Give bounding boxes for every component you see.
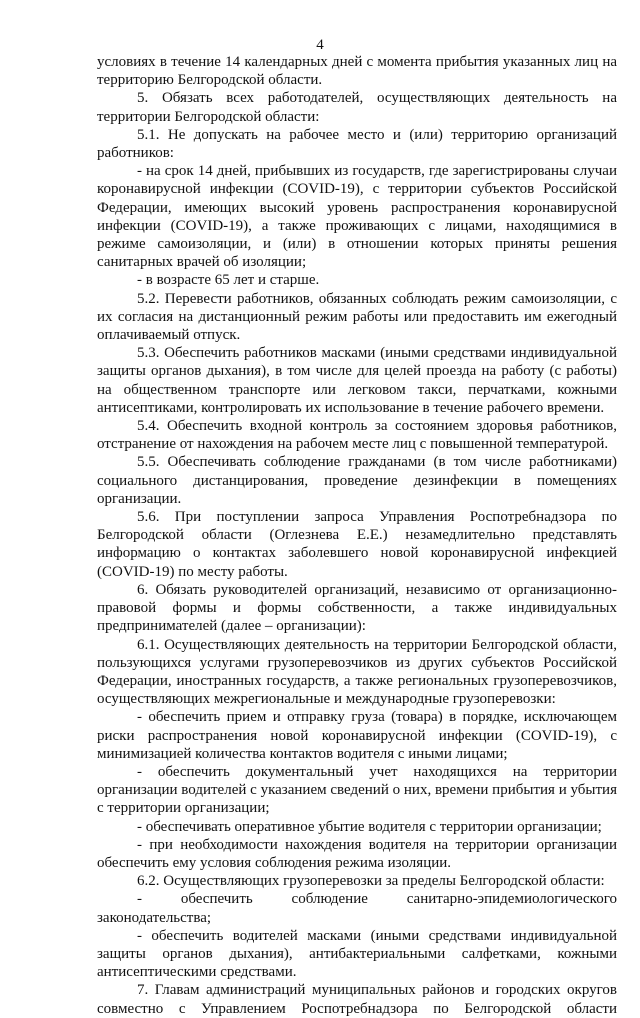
paragraph-item-5-2: 5.2. Перевести работников, обязанных соблюдать режим самоизоляции, с их согласия на дистанционный режим работы или предоставить им ежегодный оплачиваемый отпуск. <box>97 290 617 344</box>
paragraph-item-5-6: 5.6. При поступлении запроса Управления Роспотребнадзора по Белгородской области (Оглезнева Е.Е.) незамедлительно представлять информацию о контактах заболевшего новой коронавирусной инфекцией (COVID-19) по месту работы. <box>97 509 617 580</box>
paragraph-item-5-1: 5.1. Не допускать на рабочее место и (или) территорию организаций работников: <box>97 126 617 162</box>
paragraph-bullet-age-65: - в возрасте 65 лет и старше. <box>137 272 320 289</box>
paragraph-item-5-5: 5.5. Обеспечивать соблюдение гражданами (в том числе работниками) социального дистанцирования, проведение дезинфекции в помещениях организации. <box>97 454 617 507</box>
paragraph-item-5: 5. Обязать всех работодателей, осуществляющих деятельность на территории Белгородской области: <box>97 90 617 125</box>
paragraph-bullet-sanitary: - обеспечить соблюдение санитарно-эпидемиологического законодательства; <box>97 891 617 926</box>
paragraph-continuation: условиях в течение 14 календарных дней с момента прибытия указанных лиц на территорию Белгородской области. <box>97 54 617 89</box>
paragraph-bullet-driver-records: - обеспечить документальный учет находящихся на территории организации водителей с указанием сведений о них, времени прибытия и убытия с территории организации; <box>97 763 617 817</box>
paragraph-item-6-1: 6.1. Осуществляющих деятельность на территории Белгородской области, пользующихся услугами грузоперевозчиков из других субъектов Российской Федерации, иностранных государств, а также региональных грузоперевозчиков, осуществляющих межрегиональные и международные грузоперевозки: <box>97 636 617 708</box>
page-number: 4 <box>316 37 324 53</box>
paragraph-item-6-2: 6.2. Осуществляющих грузоперевозки за пределы Белгородской области: <box>137 873 605 890</box>
paragraph-bullet-isolation: - при необходимости нахождения водителя на территории организации обеспечить ему условия соблюдения режима изоляции. <box>97 836 617 871</box>
paragraph-bullet-cargo-receipt: - обеспечить прием и отправку груза (товара) в порядке, исключающем риски распространения новой коронавирусной инфекции (COVID-19), с минимизацией количества контактов водителя с иными лицами; <box>97 709 617 762</box>
paragraph-bullet-masks: - обеспечить водителей масками (иными средствами индивидуальной защиты органов дыхания), антибактериальными салфетками, кожными антисептическими средствами. <box>97 927 617 981</box>
paragraph-bullet-driver-departure: - обеспечивать оперативное убытие водителя с территории организации; <box>137 818 602 835</box>
paragraph-bullet-14-days: - на срок 14 дней, прибывших из государств, где зарегистрированы случаи коронавирусной инфекции (COVID-19), с территории субъектов Российской Федерации, имеющих высокий уровень распространения коронавирусной инфекции (COVID-19), а также проживающих с лицами, находящимися в режиме самоизоляции, и (или) в отношении которых приняты решения санитарных врачей об изоляции; <box>97 163 617 271</box>
paragraph-item-6: 6. Обязать руководителей организаций, независимо от организационно-правовой формы и формы собственности, а также индивидуальных предпринимателей (далее – организации): <box>97 581 617 635</box>
paragraph-item-5-3: 5.3. Обеспечить работников масками (иными средствами индивидуальной защиты органов дыхания), в том числе для целей проезда на работу (с работы) на общественном транспорте или легковом такси, перчатками, кожными антисептиками, контролировать их использование в течение рабочего времени. <box>97 345 617 416</box>
document-body <box>97 53 617 1018</box>
paragraph-item-5-4: 5.4. Обеспечить входной контроль за состоянием здоровья работников, отстранение от нахождения на рабочем месте лиц с повышенной температурой. <box>97 418 617 453</box>
paragraph-item-7: 7. Главам администраций муниципальных районов и городских округов совместно с Управлением Роспотребнадзора по Белгородской области <box>97 982 617 1017</box>
